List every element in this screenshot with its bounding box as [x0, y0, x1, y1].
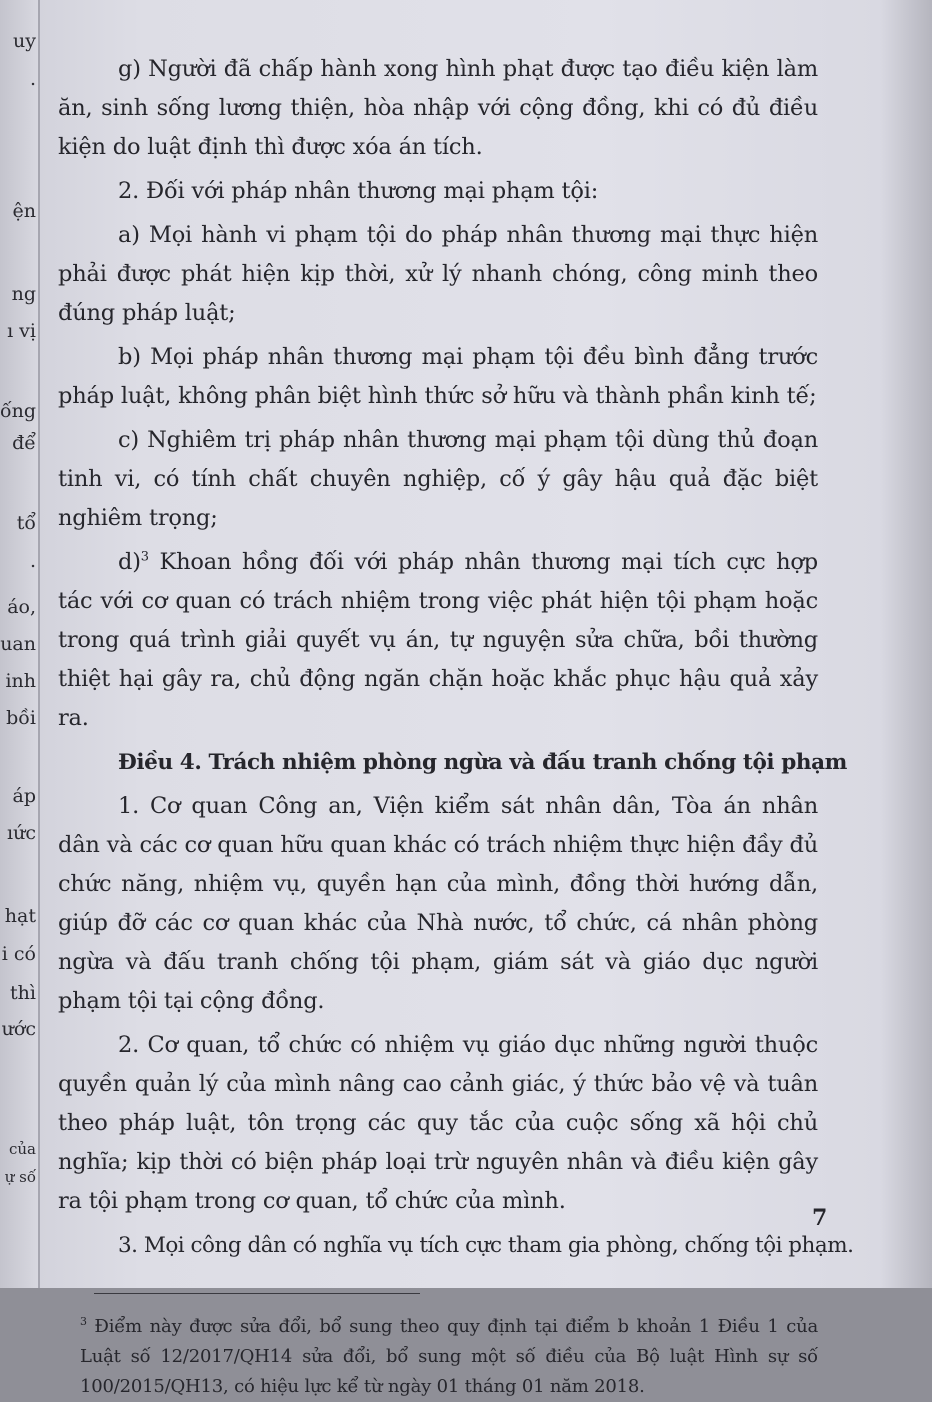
margin-fragment: ống — [0, 400, 37, 422]
paragraph-item-2d — [58, 543, 818, 738]
footnote-divider — [94, 1293, 420, 1294]
paragraph-article-4-item-2: 2. Cơ quan, tổ chức có nhiệm vụ giáo dục những người thuộc quyền quản lý của mình nâng cao cảnh giác, ý thức bảo vệ và tuân theo pháp luật, tôn trọng các quy tắc của cuộc sống xã hội chủ nghĩa; kịp thời có biện pháp loại trừ nguyên nhân và điều kiện gây ra tội phạm trong cơ quan, tổ chức của mình. — [58, 1032, 818, 1214]
paragraph-item-2: 2. Đối với pháp nhân thương mại phạm tội: — [118, 178, 599, 204]
margin-fragment: áp — [12, 785, 36, 807]
margin-fragment: ı vị — [7, 320, 36, 342]
margin-fragment: ự số — [4, 1168, 36, 1186]
margin-fragment: . — [29, 550, 36, 572]
margin-fragment: . — [29, 68, 36, 90]
footnote-marker: 3 — [80, 1315, 87, 1328]
article-4-heading: Điều 4. Trách nhiệm phòng ngừa và đấu tranh chống tội phạm — [118, 750, 848, 775]
paragraph-item-g: g) Người đã chấp hành xong hình phạt được tạo điều kiện làm ăn, sinh sống lương thiện, hòa nhập với cộng đồng, khi có đủ điều kiện do luật định thì được xóa án tích. — [58, 56, 818, 160]
item-2d-label: d) — [118, 549, 141, 575]
footnote — [80, 1312, 818, 1402]
margin-fragment: áo, — [7, 596, 36, 618]
margin-fragment: uan — [0, 633, 36, 655]
previous-page-edge — [0, 0, 40, 1288]
page-body — [58, 50, 854, 1402]
margin-fragment: tổ — [16, 512, 36, 534]
margin-fragment: hạt — [4, 905, 36, 927]
margin-fragment: i có — [1, 943, 36, 965]
paragraph-item-2c: c) Nghiêm trị pháp nhân thương mại phạm tội dùng thủ đoạn tinh vi, có tính chất chuyên nghiệp, cố ý gây hậu quả đặc biệt nghiêm trọng; — [58, 427, 818, 531]
footnote-text: Điểm này được sửa đổi, bổ sung theo quy định tại điểm b khoản 1 Điều 1 của Luật số 12/2017/QH14 sửa đổi, bổ sung một số điều của Bộ luật Hình sự số 100/2015/QH13, có hiệu lực kể từ ngày 01 tháng 01 năm 2018. — [80, 1316, 818, 1397]
footnote-reference: 3 — [140, 549, 149, 565]
margin-fragment: ện — [12, 200, 36, 222]
margin-fragment: để — [12, 432, 36, 454]
margin-fragment: uy — [13, 30, 36, 52]
paragraph-article-4-item-3: 3. Mọi công dân có nghĩa vụ tích cực tham gia phòng, chống tội phạm. — [118, 1233, 854, 1258]
margin-fragment: bồi — [6, 707, 36, 729]
paragraph-item-2a: a) Mọi hành vi phạm tội do pháp nhân thương mại thực hiện phải được phát hiện kịp thời, xử lý nhanh chóng, công minh theo đúng pháp luật; — [58, 222, 818, 326]
margin-fragment: inh — [5, 670, 36, 692]
margin-fragment: ước — [1, 1018, 36, 1040]
paragraph-item-2b: b) Mọi pháp nhân thương mại phạm tội đều bình đẳng trước pháp luật, không phân biệt hình thức sở hữu và thành phần kinh tế; — [58, 344, 818, 409]
paragraph-article-4-item-1: 1. Cơ quan Công an, Viện kiểm sát nhân dân, Tòa án nhân dân và các cơ quan hữu quan khác có trách nhiệm thực hiện đầy đủ chức năng, nhiệm vụ, quyền hạn của mình, đồng thời hướng dẫn, giúp đỡ các cơ quan khác của Nhà nước, tổ chức, cá nhân phòng ngừa và đấu tranh chống tội phạm, giám sát và giáo dục người phạm tội tại cộng đồng. — [58, 793, 818, 1014]
margin-fragment: ng — [11, 283, 36, 305]
margin-fragment: thì — [10, 982, 36, 1004]
item-2d-text: Khoan hồng đối với pháp nhân thương mại tích cực hợp tác với cơ quan có trách nhiệm trong việc phát hiện tội phạm hoặc trong quá trình giải quyết vụ án, tự nguyện sửa chữa, bồi thường thiệt hại gây ra, chủ động ngăn chặn hoặc khắc phục hậu quả xảy ra. — [58, 549, 818, 731]
page-number: 7 — [812, 1205, 828, 1231]
margin-fragment: của — [8, 1140, 36, 1158]
margin-fragment: ıức — [7, 822, 36, 844]
